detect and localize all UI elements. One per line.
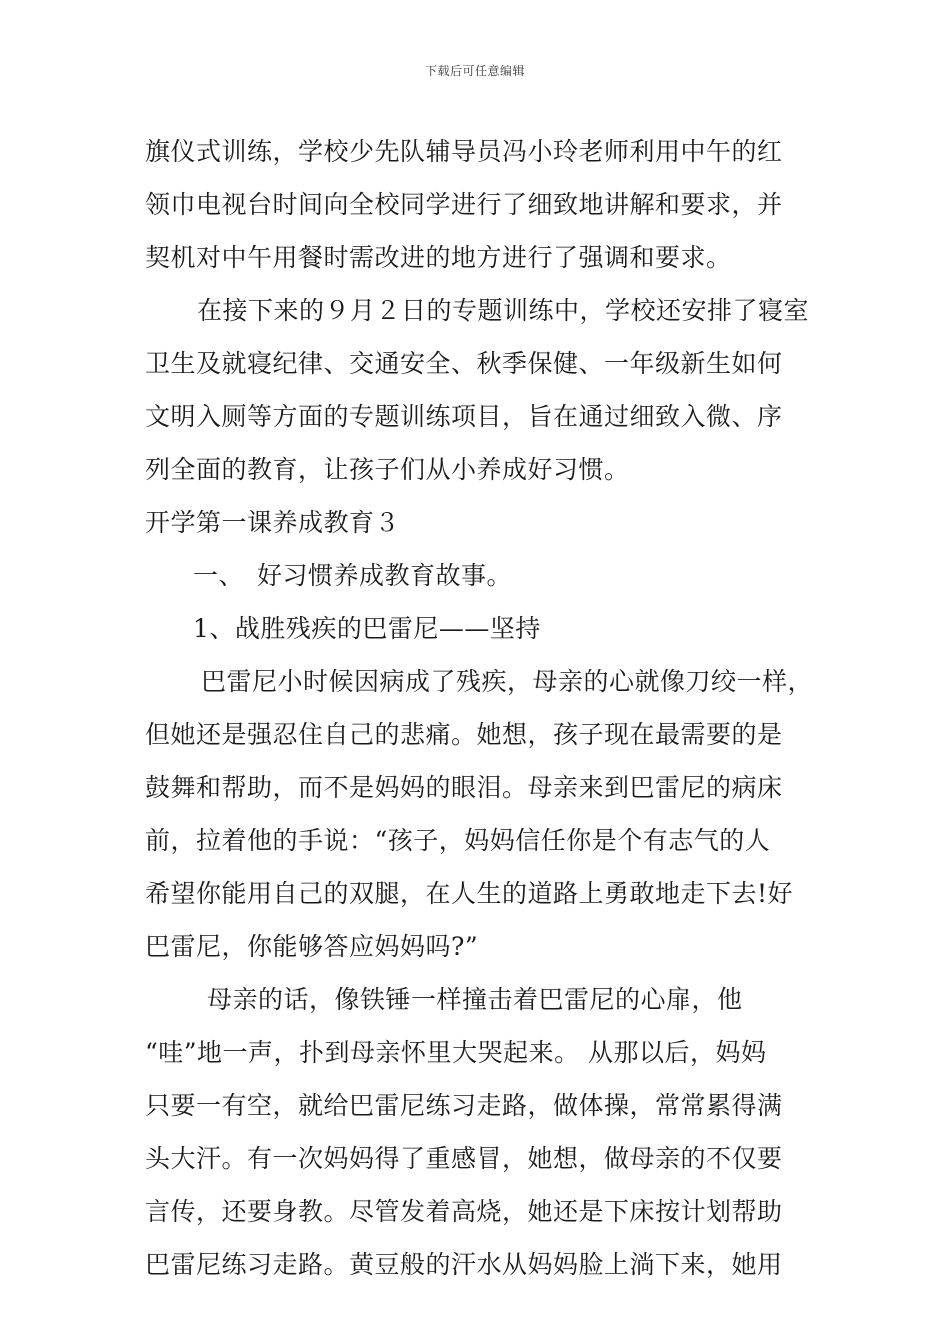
text-line: 前，拉着他的手说：“孩子，妈妈信任你是个有志气的人 <box>145 826 771 855</box>
text-line: 卫生及就寝纪律、交通安全、秋季保健、一年级新生如何 <box>145 349 783 378</box>
text-line: 鼓舞和帮助，而不是妈妈的眼泪。母亲来到巴雷尼的病床 <box>145 773 783 802</box>
text-line: 母亲的话，像铁锤一样撞击着巴雷尼的心扉，他 <box>207 985 743 1014</box>
text-line: 巴雷尼，你能够答应妈妈吗?” <box>145 932 479 961</box>
text-line: 在接下来的９月２日的专题训练中，学校还安排了寝室 <box>197 296 810 325</box>
text-line: 领巾电视台时间向全校同学进行了细致地讲解和要求，并 <box>145 190 783 219</box>
text-line: 契机对中午用餐时需改进的地方进行了强调和要求。 <box>145 243 732 272</box>
text-line: 旗仪式训练，学校少先队辅导员冯小玲老师利用中午的红 <box>145 137 783 166</box>
story-title: 1、战胜残疾的巴雷尼——坚持 <box>193 614 541 643</box>
text-line: 文明入厕等方面的专题训练项目，旨在通过细致入微、序 <box>145 402 783 431</box>
page-header-note: 下载后可任意编辑 <box>424 64 525 78</box>
section-heading: 开学第一课养成教育３ <box>145 508 401 537</box>
text-line: 巴雷尼练习走路。黄豆般的汗水从妈妈脸上淌下来，她用 <box>145 1250 783 1279</box>
document-body <box>145 125 815 1291</box>
text-line: 列全面的教育，让孩子们从小养成好习惯。 <box>145 455 630 484</box>
subheading: 一、 好习惯养成教育故事。 <box>193 561 513 590</box>
text-line: “哇”地一声，扑到母亲怀里大哭起来。 从那以后，妈妈 <box>145 1038 767 1067</box>
text-line: 希望你能用自己的双腿，在人生的道路上勇敢地走下去!好 <box>145 879 794 908</box>
text-line: 头大汗。有一次妈妈得了重感冒，她想，做母亲的不仅要 <box>145 1144 783 1173</box>
text-line: 但她还是强忍住自己的悲痛。她想，孩子现在最需要的是 <box>145 720 783 749</box>
text-line: 只要一有空，就给巴雷尼练习走路，做体操，常常累得满 <box>145 1091 783 1120</box>
text-line: 言传，还要身教。尽管发着高烧，她还是下床按计划帮助 <box>145 1197 783 1226</box>
text-line: 巴雷尼小时候因病成了残疾，母亲的心就像刀绞一样， <box>201 667 814 696</box>
